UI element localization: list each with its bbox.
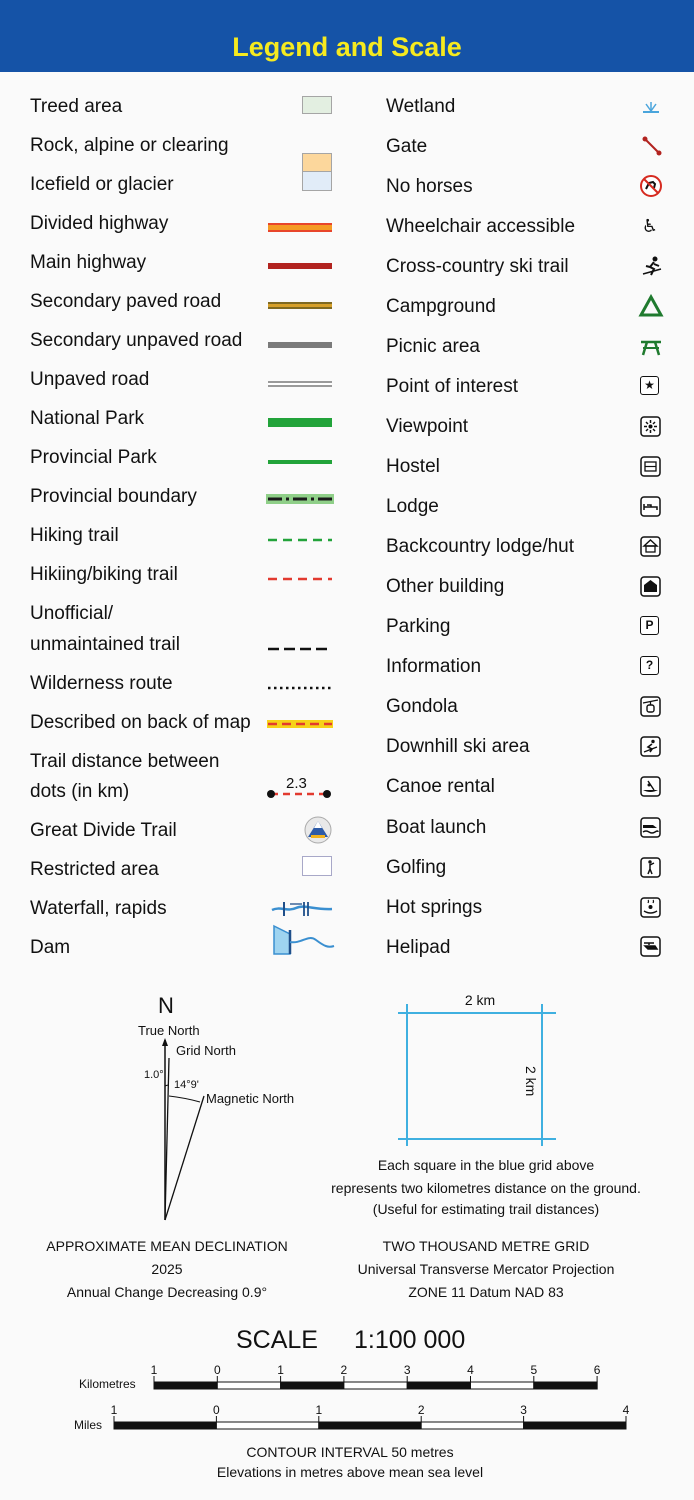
km-bar-segment [344,1382,407,1389]
unpaved-road-symbol [268,381,332,387]
picnic-table-icon [638,336,664,358]
treed-area-swatch [302,96,332,114]
km-tick-label: 5 [530,1363,538,1377]
declination-year: 2025 [151,1261,183,1277]
declination-arrows [150,1036,210,1222]
restricted-area-swatch [302,856,332,876]
legend-label-no-horses: No horses [386,176,473,197]
legend-label-provincial-boundary: Provincial boundary [30,486,197,507]
legend-label-canoe-rental: Canoe rental [386,776,495,797]
provincial-boundary-symbol [266,492,334,506]
miles-tick-label: 2 [417,1403,425,1417]
legend-label-provincial-park: Provincial Park [30,447,157,468]
legend-label-downhill-ski: Downhill ski area [386,736,530,757]
dam-icon [272,924,336,956]
km-tick-label: 2 [340,1363,348,1377]
legend-label-hot-springs: Hot springs [386,897,483,918]
miles-label: Miles [74,1418,103,1432]
legend-header [0,0,694,72]
legend-label-waterfall: Waterfall, rapids [30,898,167,919]
legend-label-secondary-unpaved: Secondary unpaved road [30,330,243,351]
divided-highway-symbol [268,223,332,232]
legend-label-restricted-area: Restricted area [30,859,159,880]
km-bar-segment [217,1382,280,1389]
miles-bar-segment [216,1422,318,1429]
secondary-unpaved-symbol [268,342,332,348]
legend-label-wilderness-route: Wilderness route [30,673,173,694]
helipad-icon [640,936,661,957]
building-icon [640,576,661,597]
cross-country-ski-icon [640,254,664,278]
hostel-icon [640,456,661,477]
miles-tick-label: 3 [520,1403,527,1417]
legend-label-rock: Rock, alpine or clearing [30,135,229,156]
lodge-icon [640,496,661,517]
legend-label-campground: Campground [386,296,496,317]
km-tick-label: 1 [277,1363,284,1377]
legend-label-golfing: Golfing [386,857,447,878]
legend-label-boat-launch: Boat launch [386,817,487,838]
legend-label-unpaved-road: Unpaved road [30,369,150,390]
miles-tick-label: 1 [110,1403,118,1417]
star-icon: ★ [640,376,659,395]
km-tick-label: 6 [593,1363,601,1377]
legend-label-viewpoint: Viewpoint [386,416,469,437]
hut-icon [640,536,661,557]
legend-label-treed-area: Treed area [30,96,123,117]
legend-label-gondola: Gondola [386,696,458,717]
grid-north-label: Grid North [176,1043,236,1058]
unofficial-trail-symbol [266,645,334,653]
legend-label-unofficial: Unofficial/ [30,603,114,624]
legend-label-other-building: Other building [386,576,505,597]
golf-icon [640,857,661,878]
hot-springs-icon [640,897,661,918]
km-tick-label: 3 [403,1363,411,1377]
legend-label-trail-distance: Trail distance between [30,751,220,772]
gondola-icon [640,696,661,717]
miles-bar-segment [319,1422,421,1429]
downhill-ski-icon [640,736,661,757]
legend-label-great-divide: Great Divide Trail [30,820,177,841]
legend-label-gate: Gate [386,136,428,157]
legend-label-divided-highway: Divided highway [30,213,169,234]
tent-icon [638,294,664,318]
grid-angle-label: 1.0° [144,1069,164,1081]
north-label: N [158,993,174,1018]
waterfall-rapids-icon [270,898,336,920]
legend-label-hostel: Hostel [386,456,440,477]
legend-label-secondary-paved: Secondary paved road [30,291,222,312]
national-park-symbol [268,418,332,427]
rock-alpine-swatch [302,153,332,171]
viewpoint-icon [640,416,661,437]
no-horses-icon [639,174,663,198]
legend-label-unmaintained: unmaintained trail [30,634,180,655]
miles-tick-label: 4 [622,1403,630,1417]
legend-label-dam: Dam [30,937,71,958]
legend-label-parking: Parking [386,616,451,637]
legend-label-helipad: Helipad [386,937,451,958]
grid-caption-line-1: Each square in the blue grid above [377,1157,595,1173]
annual-change: Annual Change Decreasing 0.9° [66,1284,268,1300]
legend-label-dots-km: dots (in km) [30,781,130,802]
icefield-swatch [302,171,332,191]
great-divide-trail-icon [303,815,333,845]
elevation-note: Elevations in metres above mean sea level [216,1464,484,1480]
grid-projection: Universal Transverse Mercator Projection [357,1261,615,1277]
grid-caption-line-3: (Useful for estimating trail distances) [372,1201,600,1217]
km-tick-label: 1 [150,1363,158,1377]
magnetic-angle-label: 14°9' [174,1079,199,1091]
miles-tick-label: 0 [213,1403,220,1417]
contour-interval: CONTOUR INTERVAL 50 metres [246,1444,454,1460]
wetland-icon [640,98,662,116]
km-bar-segment [281,1382,344,1389]
legend-label-icefield: Icefield or glacier [30,174,174,195]
legend-label-hiking-biking-trail: Hikiing/biking trail [30,564,178,585]
miles-tick-label: 1 [315,1403,323,1417]
magnetic-north-label: Magnetic North [206,1091,295,1106]
canoe-icon [640,776,661,797]
information-icon: ? [640,656,659,675]
hiking-biking-trail-symbol [266,575,334,583]
true-north-label: True North [138,1023,200,1038]
legend-label-wetland: Wetland [386,96,456,117]
km-label: Kilometres [79,1377,136,1391]
secondary-paved-symbol [268,302,332,309]
parking-icon: P [640,616,659,635]
scale-title: SCALE [236,1326,318,1354]
trail-distance-value: 2.3 [286,775,307,792]
legend-label-wheelchair: Wheelchair accessible [386,216,576,237]
miles-bar-segment [114,1422,216,1429]
gate-icon [640,134,664,158]
km-bar-segment [534,1382,597,1389]
legend-label-cross-country-ski: Cross-country ski trail [386,256,569,277]
legend-title: Legend and Scale [232,32,462,62]
km-bar-segment [407,1382,470,1389]
legend-label-information: Information [386,656,482,677]
main-highway-symbol [268,263,332,269]
grid-side-label: 2 km [523,1066,539,1097]
grid-caption-line-2: represents two kilometres distance on the ground. [331,1180,641,1196]
km-tick-label: 4 [467,1363,474,1377]
described-trail-symbol [266,718,334,730]
hiking-trail-symbol [266,536,334,544]
wheelchair-icon: ♿ [641,216,659,236]
miles-bar-segment [524,1422,626,1429]
grid-zone: ZONE 11 Datum NAD 83 [408,1284,564,1300]
km-bar-segment [154,1382,217,1389]
grid-title: TWO THOUSAND METRE GRID [382,1238,590,1254]
legend-label-backcountry-hut: Backcountry lodge/hut [386,536,575,557]
legend-label-picnic-area: Picnic area [386,336,480,357]
boat-launch-icon [640,817,661,838]
provincial-park-symbol [268,460,332,464]
legend-label-lodge: Lodge [386,496,439,517]
legend-label-point-of-interest: Point of interest [386,376,519,397]
miles-bar-segment [421,1422,523,1429]
scale-bars [0,1360,694,1435]
declination-title: APPROXIMATE MEAN DECLINATION [46,1238,288,1254]
km-tick-label: 0 [213,1363,221,1377]
legend-label-main-highway: Main highway [30,252,147,273]
grid-top-label: 2 km [464,992,496,1008]
km-bar-segment [471,1382,534,1389]
wilderness-route-symbol [266,684,334,692]
legend-label-national-park: National Park [30,408,145,429]
legend-label-hiking-trail: Hiking trail [30,525,119,546]
scale-ratio: 1:100 000 [354,1326,466,1354]
legend-label-described: Described on back of map [30,712,251,733]
